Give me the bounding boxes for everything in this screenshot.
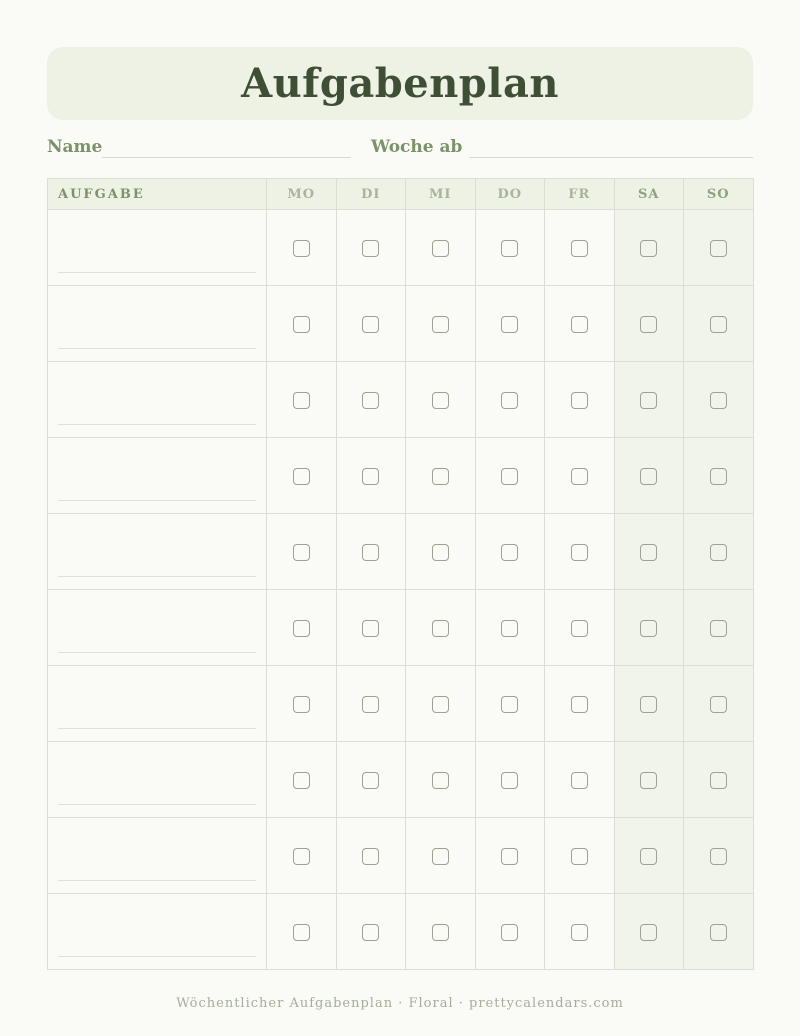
checkbox-fr[interactable]	[571, 240, 588, 257]
day-cell-mo	[267, 362, 337, 438]
checkbox-so[interactable]	[710, 772, 727, 789]
task-name-cell[interactable]	[48, 514, 267, 590]
checkbox-so[interactable]	[710, 696, 727, 713]
checkbox-mi[interactable]	[432, 620, 449, 637]
week-start-field-line[interactable]	[469, 157, 753, 158]
checkbox-fr[interactable]	[571, 772, 588, 789]
task-write-line	[58, 424, 256, 425]
day-cell-di	[336, 894, 406, 970]
checkbox-mi[interactable]	[432, 468, 449, 485]
day-cell-fr	[545, 590, 615, 666]
day-cell-so	[684, 362, 754, 438]
table-row	[48, 818, 754, 894]
task-name-cell[interactable]	[48, 666, 267, 742]
day-cell-do	[475, 818, 545, 894]
checkbox-so[interactable]	[710, 848, 727, 865]
day-cell-di	[336, 210, 406, 286]
table-row	[48, 590, 754, 666]
name-label: Name	[47, 137, 103, 157]
day-cell-mo	[267, 590, 337, 666]
checkbox-mo[interactable]	[293, 392, 310, 409]
day-cell-do	[475, 438, 545, 514]
day-cell-so	[684, 210, 754, 286]
checkbox-fr[interactable]	[571, 696, 588, 713]
title-banner	[47, 47, 753, 120]
checkbox-sa[interactable]	[640, 772, 657, 789]
checkbox-di[interactable]	[362, 924, 379, 941]
task-column-header: AUFGABE	[48, 179, 267, 210]
day-header-fr: FR	[545, 179, 615, 210]
header-row	[48, 179, 754, 210]
day-header-sa: SA	[614, 179, 684, 210]
checkbox-mo[interactable]	[293, 848, 310, 865]
day-cell-mi	[406, 742, 476, 818]
checkbox-sa[interactable]	[640, 392, 657, 409]
checkbox-so[interactable]	[710, 620, 727, 637]
day-cell-do	[475, 362, 545, 438]
day-cell-mi	[406, 286, 476, 362]
checkbox-mo[interactable]	[293, 696, 310, 713]
checkbox-di[interactable]	[362, 316, 379, 333]
day-cell-mo	[267, 666, 337, 742]
checkbox-do[interactable]	[501, 392, 518, 409]
checkbox-mi[interactable]	[432, 544, 449, 561]
task-name-cell[interactable]	[48, 438, 267, 514]
day-cell-so	[684, 438, 754, 514]
day-cell-mi	[406, 514, 476, 590]
day-cell-mi	[406, 210, 476, 286]
day-cell-fr	[545, 286, 615, 362]
task-rows	[48, 210, 754, 970]
checkbox-sa[interactable]	[640, 544, 657, 561]
task-write-line	[58, 348, 256, 349]
task-write-line	[58, 500, 256, 501]
table-row	[48, 666, 754, 742]
day-cell-sa	[614, 894, 684, 970]
day-cell-mi	[406, 666, 476, 742]
checkbox-so[interactable]	[710, 468, 727, 485]
day-cell-sa	[614, 514, 684, 590]
day-cell-mo	[267, 894, 337, 970]
checkbox-sa[interactable]	[640, 620, 657, 637]
day-cell-do	[475, 514, 545, 590]
task-write-line	[58, 576, 256, 577]
table-row	[48, 514, 754, 590]
checkbox-sa[interactable]	[640, 848, 657, 865]
day-cell-di	[336, 590, 406, 666]
week-start-label: Woche ab	[371, 137, 463, 157]
day-cell-di	[336, 286, 406, 362]
checkbox-mo[interactable]	[293, 316, 310, 333]
day-cell-mi	[406, 818, 476, 894]
day-cell-fr	[545, 362, 615, 438]
day-header-mi: MI	[406, 179, 476, 210]
task-name-cell[interactable]	[48, 742, 267, 818]
day-cell-so	[684, 818, 754, 894]
checkbox-do[interactable]	[501, 620, 518, 637]
day-cell-fr	[545, 818, 615, 894]
day-cell-di	[336, 362, 406, 438]
day-cell-fr	[545, 514, 615, 590]
checkbox-mi[interactable]	[432, 848, 449, 865]
day-cell-fr	[545, 438, 615, 514]
day-cell-di	[336, 818, 406, 894]
checkbox-do[interactable]	[501, 316, 518, 333]
day-cell-fr	[545, 666, 615, 742]
task-write-line	[58, 804, 256, 805]
day-cell-mo	[267, 286, 337, 362]
checkbox-di[interactable]	[362, 696, 379, 713]
checkbox-di[interactable]	[362, 772, 379, 789]
day-cell-mi	[406, 362, 476, 438]
checkbox-fr[interactable]	[571, 620, 588, 637]
checkbox-sa[interactable]	[640, 240, 657, 257]
task-name-cell[interactable]	[48, 286, 267, 362]
task-write-line	[58, 652, 256, 653]
day-cell-mo	[267, 438, 337, 514]
day-cell-sa	[614, 438, 684, 514]
checkbox-di[interactable]	[362, 848, 379, 865]
checkbox-sa[interactable]	[640, 924, 657, 941]
day-cell-so	[684, 514, 754, 590]
day-cell-do	[475, 590, 545, 666]
checkbox-mo[interactable]	[293, 620, 310, 637]
day-header-di: DI	[336, 179, 406, 210]
checkbox-do[interactable]	[501, 924, 518, 941]
checkbox-fr[interactable]	[571, 392, 588, 409]
day-cell-sa	[614, 286, 684, 362]
name-field-line[interactable]	[102, 157, 351, 158]
checkbox-do[interactable]	[501, 772, 518, 789]
checkbox-di[interactable]	[362, 544, 379, 561]
day-cell-so	[684, 286, 754, 362]
table-row	[48, 894, 754, 970]
task-name-cell[interactable]	[48, 210, 267, 286]
day-cell-do	[475, 666, 545, 742]
day-cell-mi	[406, 590, 476, 666]
checkbox-mo[interactable]	[293, 544, 310, 561]
checkbox-fr[interactable]	[571, 924, 588, 941]
checkbox-fr[interactable]	[571, 468, 588, 485]
checkbox-mi[interactable]	[432, 772, 449, 789]
day-cell-sa	[614, 742, 684, 818]
checkbox-di[interactable]	[362, 392, 379, 409]
checkbox-sa[interactable]	[640, 468, 657, 485]
day-header-mo: MO	[267, 179, 337, 210]
checkbox-di[interactable]	[362, 468, 379, 485]
task-name-cell[interactable]	[48, 894, 267, 970]
checkbox-so[interactable]	[710, 924, 727, 941]
day-cell-di	[336, 438, 406, 514]
day-cell-mo	[267, 210, 337, 286]
task-grid	[47, 178, 754, 970]
task-write-line	[58, 728, 256, 729]
page-title: Aufgabenplan	[241, 60, 559, 107]
day-cell-sa	[614, 590, 684, 666]
checkbox-sa[interactable]	[640, 696, 657, 713]
task-name-cell[interactable]	[48, 362, 267, 438]
checkbox-do[interactable]	[501, 240, 518, 257]
day-cell-fr	[545, 742, 615, 818]
checkbox-mo[interactable]	[293, 772, 310, 789]
day-cell-fr	[545, 894, 615, 970]
checkbox-mi[interactable]	[432, 392, 449, 409]
day-cell-sa	[614, 210, 684, 286]
day-cell-di	[336, 666, 406, 742]
checkbox-do[interactable]	[501, 848, 518, 865]
day-cell-mi	[406, 438, 476, 514]
table-row	[48, 438, 754, 514]
checkbox-mo[interactable]	[293, 924, 310, 941]
day-cell-sa	[614, 362, 684, 438]
footer-credit: Wöchentlicher Aufgabenplan · Floral · prettycalendars.com	[176, 996, 624, 1011]
checkbox-mi[interactable]	[432, 696, 449, 713]
day-cell-so	[684, 742, 754, 818]
checkbox-sa[interactable]	[640, 316, 657, 333]
day-cell-mi	[406, 894, 476, 970]
day-cell-sa	[614, 818, 684, 894]
checkbox-so[interactable]	[710, 316, 727, 333]
checkbox-mo[interactable]	[293, 468, 310, 485]
checkbox-mi[interactable]	[432, 316, 449, 333]
day-cell-do	[475, 210, 545, 286]
day-header-so: SO	[684, 179, 754, 210]
day-cell-so	[684, 894, 754, 970]
day-cell-sa	[614, 666, 684, 742]
checkbox-fr[interactable]	[571, 848, 588, 865]
checkbox-mi[interactable]	[432, 240, 449, 257]
table-row	[48, 286, 754, 362]
task-name-cell[interactable]	[48, 590, 267, 666]
table-row	[48, 362, 754, 438]
task-write-line	[58, 272, 256, 273]
checkbox-do[interactable]	[501, 468, 518, 485]
checkbox-fr[interactable]	[571, 316, 588, 333]
day-cell-do	[475, 894, 545, 970]
table-row	[48, 210, 754, 286]
task-name-cell[interactable]	[48, 818, 267, 894]
checkbox-fr[interactable]	[571, 544, 588, 561]
checkbox-so[interactable]	[710, 544, 727, 561]
checkbox-di[interactable]	[362, 620, 379, 637]
checkbox-so[interactable]	[710, 392, 727, 409]
table-row	[48, 742, 754, 818]
day-cell-di	[336, 514, 406, 590]
day-cell-mo	[267, 514, 337, 590]
checkbox-di[interactable]	[362, 240, 379, 257]
checkbox-mi[interactable]	[432, 924, 449, 941]
day-cell-do	[475, 742, 545, 818]
day-header-do: DO	[475, 179, 545, 210]
task-write-line	[58, 956, 256, 957]
day-cell-so	[684, 666, 754, 742]
header-fields	[47, 137, 753, 161]
task-write-line	[58, 880, 256, 881]
checkbox-do[interactable]	[501, 696, 518, 713]
day-cell-mo	[267, 742, 337, 818]
day-cell-do	[475, 286, 545, 362]
checkbox-mo[interactable]	[293, 240, 310, 257]
day-cell-so	[684, 590, 754, 666]
day-cell-fr	[545, 210, 615, 286]
checkbox-do[interactable]	[501, 544, 518, 561]
day-cell-mo	[267, 818, 337, 894]
checkbox-so[interactable]	[710, 240, 727, 257]
day-cell-di	[336, 742, 406, 818]
